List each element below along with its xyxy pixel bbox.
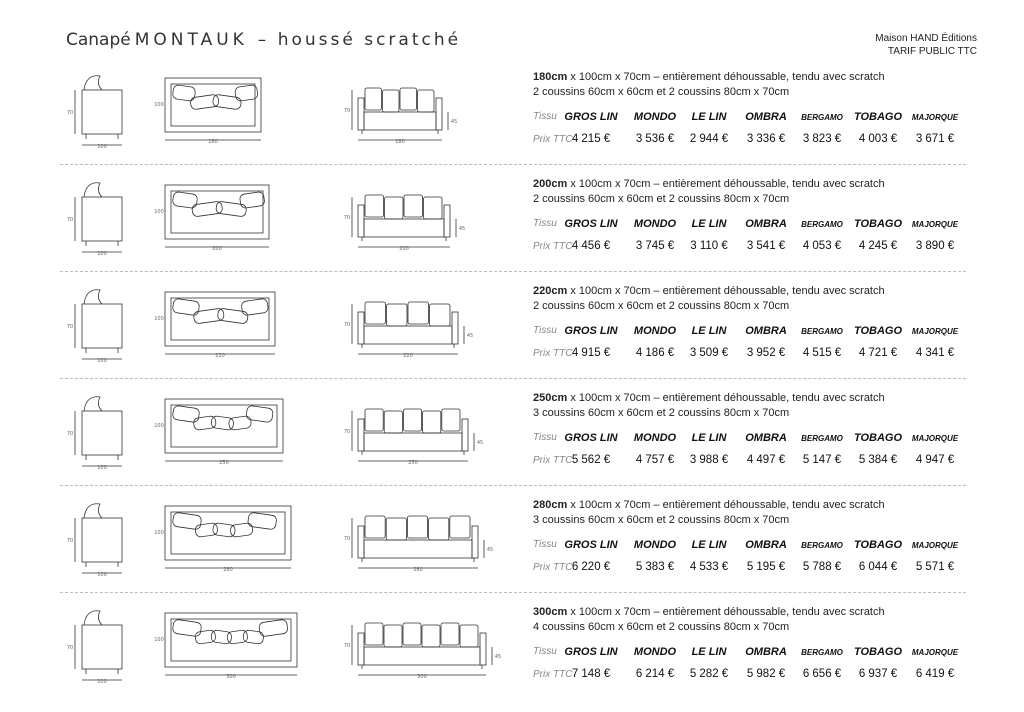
fabric-name: TOBAGO — [853, 325, 903, 337]
price-value: 4 186 € — [635, 347, 675, 359]
dim-seat-front: 45 — [486, 547, 494, 553]
price-label: Prix TTC — [533, 241, 573, 252]
spec-line-dimensions — [533, 391, 885, 406]
price-value: 2 944 € — [689, 133, 729, 145]
price-value: 4 245 € — [858, 240, 898, 252]
spec-line-cushions: 3 coussins 60cm x 60cm et 2 coussins 80cm x 70cm — [533, 407, 790, 419]
fabric-name: BERGAMO — [801, 220, 843, 229]
dim-depth-side: 100 — [97, 358, 107, 364]
top-view-drawing — [154, 506, 291, 573]
fabric-name: MONDO — [633, 325, 677, 337]
fabric-name: BERGAMO — [801, 541, 843, 550]
fabric-name: OMBRA — [745, 646, 787, 658]
model-spec — [533, 498, 885, 528]
price-value: 6 419 € — [915, 668, 955, 680]
model-spec — [533, 605, 885, 635]
fabric-name: GROS LIN — [564, 432, 618, 444]
fabric-name: TOBAGO — [853, 218, 903, 230]
price-value: 5 383 € — [635, 561, 675, 573]
fabric-name: OMBRA — [745, 539, 787, 551]
price-value: 3 671 € — [915, 133, 955, 145]
dim-depth-side: 100 — [97, 679, 107, 685]
price-value: 4 721 € — [858, 347, 898, 359]
dim-depth-top: 100 — [154, 102, 164, 108]
fabric-name: TOBAGO — [853, 432, 903, 444]
fabric-name: BERGAMO — [801, 434, 843, 443]
dim-height-front: 70 — [343, 215, 351, 221]
model-width: 280cm — [533, 499, 568, 511]
title-subtitle: – houssé scratché — [257, 30, 462, 50]
fabric-name: MAJORQUE — [911, 327, 959, 336]
sofa-row-280 — [60, 488, 966, 594]
dim-width-top: 200 — [212, 246, 222, 252]
title-brand: MONTAUK — [134, 30, 248, 50]
sofa-drawings — [60, 595, 502, 701]
price-value: 4 915 € — [571, 347, 611, 359]
price-label: Prix TTC — [533, 669, 573, 680]
fabric-name: LE LIN — [691, 432, 727, 444]
dim-seat-front: 45 — [466, 333, 474, 339]
spec-line-dimensions — [533, 498, 885, 513]
fabric-name: MAJORQUE — [911, 648, 959, 657]
spec-line-cushions: 2 coussins 60cm x 60cm et 2 coussins 80cm x 70cm — [533, 300, 790, 312]
front-view-drawing — [344, 623, 501, 680]
sofa-drawings — [60, 167, 470, 273]
fabric-name: TOBAGO — [853, 111, 903, 123]
price-value: 4 497 € — [746, 454, 786, 466]
spec-line-dimensions — [533, 605, 885, 620]
dim-width-top: 220 — [215, 353, 225, 359]
dim-height-front: 70 — [343, 429, 351, 435]
fabric-name: BERGAMO — [801, 113, 843, 122]
price-label: Prix TTC — [533, 134, 573, 145]
price-value: 4 456 € — [571, 240, 611, 252]
fabric-name: MAJORQUE — [911, 434, 959, 443]
side-view-drawing — [67, 76, 122, 150]
fabric-name: OMBRA — [745, 432, 787, 444]
top-view-drawing — [154, 185, 269, 252]
fabric-name: TOBAGO — [853, 539, 903, 551]
spec-dimensions: x 100cm x 70cm – entièrement déhoussable, tendu avec scratch — [567, 178, 885, 190]
row-separator — [60, 271, 966, 272]
sofa-row-220 — [60, 274, 966, 380]
spec-dimensions: x 100cm x 70cm – entièrement déhoussable, tendu avec scratch — [567, 499, 885, 511]
price-value: 3 952 € — [746, 347, 786, 359]
price-value: 5 571 € — [915, 561, 955, 573]
price-value: 3 890 € — [915, 240, 955, 252]
fabric-name: BERGAMO — [801, 327, 843, 336]
dim-width-front: 180 — [395, 139, 405, 145]
fabric-name: LE LIN — [691, 539, 727, 551]
price-value: 4 515 € — [802, 347, 842, 359]
model-width: 220cm — [533, 285, 568, 297]
fabric-label: Tissu — [533, 218, 557, 229]
dim-depth-top: 100 — [154, 209, 164, 215]
fabric-name: MONDO — [633, 111, 677, 123]
tariff-label: TARIF PUBLIC TTC — [887, 46, 977, 57]
dim-width-front: 200 — [399, 246, 409, 252]
dim-depth-top: 100 — [154, 316, 164, 322]
price-value: 6 044 € — [858, 561, 898, 573]
price-value: 6 937 € — [858, 668, 898, 680]
publisher-block — [875, 32, 977, 58]
fabric-name: MAJORQUE — [911, 113, 959, 122]
fabric-label: Tissu — [533, 325, 557, 336]
row-separator — [60, 592, 966, 593]
dim-height-side: 70 — [66, 431, 74, 437]
price-value: 3 541 € — [746, 240, 786, 252]
dim-depth-top: 100 — [154, 423, 164, 429]
front-view-drawing — [344, 409, 483, 466]
price-value: 5 195 € — [746, 561, 786, 573]
dim-height-side: 70 — [66, 538, 74, 544]
fabric-name: MAJORQUE — [911, 220, 959, 229]
top-view-drawing — [154, 399, 283, 466]
fabric-name: LE LIN — [691, 646, 727, 658]
sofa-drawings — [60, 274, 474, 380]
top-view-drawing — [154, 78, 261, 145]
sofa-row-200 — [60, 167, 966, 273]
fabric-name: OMBRA — [745, 325, 787, 337]
model-width: 180cm — [533, 71, 568, 83]
price-value: 4 757 € — [635, 454, 675, 466]
dim-depth-side: 100 — [97, 465, 107, 471]
price-label: Prix TTC — [533, 455, 573, 466]
fabric-name: GROS LIN — [564, 325, 618, 337]
price-value: 3 823 € — [802, 133, 842, 145]
price-value: 5 982 € — [746, 668, 786, 680]
dim-height-front: 70 — [343, 322, 351, 328]
price-label: Prix TTC — [533, 562, 573, 573]
front-view-drawing — [344, 302, 473, 359]
spec-line-cushions: 2 coussins 60cm x 60cm et 2 coussins 80cm x 70cm — [533, 193, 790, 205]
dim-depth-side: 100 — [97, 251, 107, 257]
dim-depth-side: 100 — [97, 144, 107, 150]
fabric-label: Tissu — [533, 432, 557, 443]
price-label: Prix TTC — [533, 348, 573, 359]
side-view-drawing — [67, 183, 122, 257]
title-prefix: Canapé — [66, 30, 131, 50]
price-value: 4 003 € — [858, 133, 898, 145]
price-value: 5 282 € — [689, 668, 729, 680]
spec-dimensions: x 100cm x 70cm – entièrement déhoussable, tendu avec scratch — [567, 285, 885, 297]
side-view-drawing — [67, 290, 122, 364]
price-value: 4 053 € — [802, 240, 842, 252]
fabric-label: Tissu — [533, 646, 557, 657]
fabric-name: LE LIN — [691, 218, 727, 230]
dim-depth-top: 100 — [154, 530, 164, 536]
row-separator — [60, 164, 966, 165]
price-value: 5 562 € — [571, 454, 611, 466]
model-spec — [533, 391, 885, 421]
dim-width-front: 280 — [413, 567, 423, 573]
sofa-row-250 — [60, 381, 966, 487]
dim-width-top: 300 — [226, 674, 236, 680]
sofa-drawings — [60, 60, 470, 166]
front-view-drawing — [344, 88, 457, 145]
price-value: 6 220 € — [571, 561, 611, 573]
fabric-name: TOBAGO — [853, 646, 903, 658]
price-value: 4 533 € — [689, 561, 729, 573]
dim-width-front: 220 — [403, 353, 413, 359]
price-value: 6 214 € — [635, 668, 675, 680]
fabric-name: OMBRA — [745, 218, 787, 230]
sofa-row-180 — [60, 60, 966, 166]
dim-depth-side: 100 — [97, 572, 107, 578]
fabric-name: GROS LIN — [564, 539, 618, 551]
dim-height-front: 70 — [343, 536, 351, 542]
price-value: 7 148 € — [571, 668, 611, 680]
front-view-drawing — [344, 516, 493, 573]
model-width: 200cm — [533, 178, 568, 190]
fabric-name: MONDO — [633, 432, 677, 444]
price-value: 4 341 € — [915, 347, 955, 359]
dim-height-front: 70 — [343, 643, 351, 649]
dim-height-side: 70 — [66, 217, 74, 223]
fabric-label: Tissu — [533, 539, 557, 550]
dim-width-top: 180 — [208, 139, 218, 145]
publisher-name: Maison HAND Éditions — [875, 33, 977, 44]
spec-dimensions: x 100cm x 70cm – entièrement déhoussable, tendu avec scratch — [567, 71, 885, 83]
fabric-name: GROS LIN — [564, 218, 618, 230]
price-value: 3 110 € — [690, 240, 728, 252]
fabric-name: LE LIN — [691, 325, 727, 337]
dim-width-top: 250 — [219, 460, 229, 466]
fabric-name: MONDO — [633, 646, 677, 658]
dim-seat-front: 45 — [476, 440, 484, 446]
spec-line-cushions: 3 coussins 60cm x 60cm et 2 coussins 80cm x 70cm — [533, 514, 790, 526]
model-spec — [533, 70, 885, 100]
dim-depth-top: 100 — [154, 637, 164, 643]
model-spec — [533, 177, 885, 207]
spec-line-cushions: 2 coussins 60cm x 60cm et 2 coussins 80cm x 70cm — [533, 86, 790, 98]
row-separator — [60, 485, 966, 486]
dim-height-side: 70 — [66, 324, 74, 330]
spec-line-cushions: 4 coussins 60cm x 60cm et 2 coussins 80cm x 70cm — [533, 621, 790, 633]
model-spec — [533, 284, 885, 314]
fabric-label: Tissu — [533, 111, 557, 122]
top-view-drawing — [154, 292, 275, 359]
price-value: 5 384 € — [858, 454, 898, 466]
dim-height-front: 70 — [343, 108, 351, 114]
fabric-name: LE LIN — [691, 111, 727, 123]
dim-width-front: 300 — [417, 674, 427, 680]
price-value: 3 336 € — [746, 133, 786, 145]
side-view-drawing — [67, 611, 122, 685]
model-width: 250cm — [533, 392, 568, 404]
fabric-name: MAJORQUE — [911, 541, 959, 550]
side-view-drawing — [67, 504, 122, 578]
spec-dimensions: x 100cm x 70cm – entièrement déhoussable, tendu avec scratch — [567, 606, 885, 618]
price-value: 3 509 € — [689, 347, 729, 359]
fabric-name: MONDO — [633, 218, 677, 230]
dim-seat-front: 45 — [494, 654, 502, 660]
dim-seat-front: 45 — [450, 119, 458, 125]
dim-width-front: 250 — [408, 460, 418, 466]
model-width: 300cm — [533, 606, 568, 618]
side-view-drawing — [67, 397, 122, 471]
price-value: 3 536 € — [635, 133, 675, 145]
fabric-name: MONDO — [633, 539, 677, 551]
fabric-name: GROS LIN — [564, 111, 618, 123]
fabric-name: OMBRA — [745, 111, 787, 123]
sofa-drawings — [60, 488, 494, 594]
price-value: 3 745 € — [635, 240, 675, 252]
spec-dimensions: x 100cm x 70cm – entièrement déhoussable, tendu avec scratch — [567, 392, 885, 404]
dim-height-side: 70 — [66, 645, 74, 651]
price-value: 4 215 € — [571, 133, 611, 145]
sofa-row-300 — [60, 595, 966, 701]
dim-seat-front: 45 — [458, 226, 466, 232]
front-view-drawing — [344, 195, 465, 252]
price-value: 3 988 € — [689, 454, 729, 466]
fabric-name: GROS LIN — [564, 646, 618, 658]
fabric-name: BERGAMO — [801, 648, 843, 657]
spec-line-dimensions — [533, 70, 885, 85]
dim-height-side: 70 — [66, 110, 74, 116]
row-separator — [60, 378, 966, 379]
price-value: 5 788 € — [802, 561, 842, 573]
spec-line-dimensions — [533, 177, 885, 192]
spec-line-dimensions — [533, 284, 885, 299]
dim-width-top: 280 — [223, 567, 233, 573]
price-value: 6 656 € — [802, 668, 842, 680]
price-value: 4 947 € — [915, 454, 955, 466]
top-view-drawing — [154, 613, 297, 680]
sofa-drawings — [60, 381, 484, 487]
price-value: 5 147 € — [802, 454, 842, 466]
page-title — [66, 30, 461, 50]
